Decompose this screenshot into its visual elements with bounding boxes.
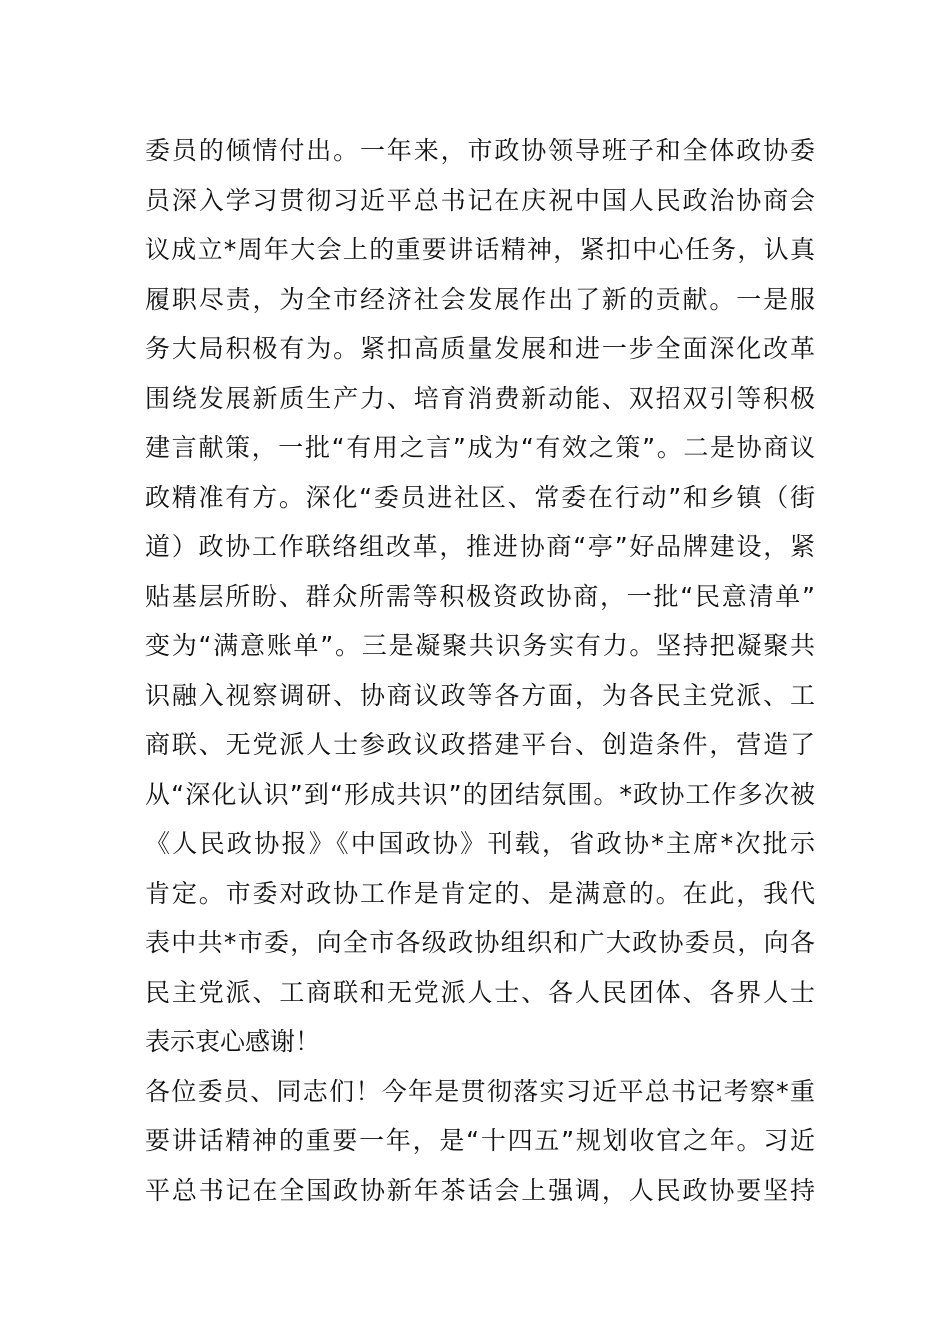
text-line: 履职尽责，为全市经济社会发展作出了新的贡献。一是服 <box>145 284 815 314</box>
text-line: 民主党派、工商联和无党派人士、各人民团体、各界人士 <box>145 977 815 1007</box>
body-text <box>145 126 815 1215</box>
text-line: 议成立*周年大会上的重要讲话精神，紧扣中心任务，认真 <box>145 235 815 264</box>
text-line: 表示衷心感谢！ <box>145 1027 321 1056</box>
text-line: 识融入视察调研、协商议政等各方面，为各民主党派、工 <box>145 680 815 710</box>
text-line: 变为“满意账单”。三是凝聚共识务实有力。坚持把凝聚共 <box>145 631 815 660</box>
text-line: 贴基层所盼、群众所需等积极资政协商，一批“民意清单” <box>145 581 815 611</box>
text-line: 建言献策，一批“有用之言”成为“有效之策”。二是协商议 <box>145 433 815 462</box>
text-line: 各位委员、同志们！今年是贯彻落实习近平总书记考察*重 <box>145 1076 815 1106</box>
paragraph-1 <box>145 126 815 1067</box>
text-line: 道）政协工作联络组改革，推进协商“亭”好品牌建设，紧 <box>145 532 815 561</box>
paragraph-2 <box>145 1067 815 1216</box>
text-line: 平总书记在全国政协新年茶话会上强调，人民政协要坚持 <box>145 1175 815 1205</box>
text-line: 商联、无党派人士参政议政搭建平台、创造条件，营造了 <box>145 730 815 759</box>
text-line: 委员的倾情付出。一年来，市政协领导班子和全体政协委 <box>145 136 815 165</box>
text-line: 《人民政协报》《中国政协》刊载，省政协*主席*次批示 <box>145 829 815 858</box>
text-line: 政精准有方。深化“委员进社区、常委在行动”和乡镇（街 <box>145 482 815 512</box>
text-line: 肯定。市委对政协工作是肯定的、是满意的。在此，我代 <box>145 878 815 908</box>
text-line: 员深入学习贯彻习近平总书记在庆祝中国人民政治协商会 <box>145 185 815 215</box>
text-line: 务大局积极有为。紧扣高质量发展和进一步全面深化改革 <box>145 334 815 363</box>
text-line: 要讲话精神的重要一年，是“十四五”规划收官之年。习近 <box>145 1126 815 1155</box>
text-line: 围绕发展新质生产力、培育消费新动能、双招双引等积极 <box>145 383 815 413</box>
text-line: 表中共*市委，向全市各级政协组织和广大政协委员，向各 <box>145 928 815 957</box>
text-line: 从“深化认识”到“形成共识”的团结氛围。*政协工作多次被 <box>145 779 815 809</box>
